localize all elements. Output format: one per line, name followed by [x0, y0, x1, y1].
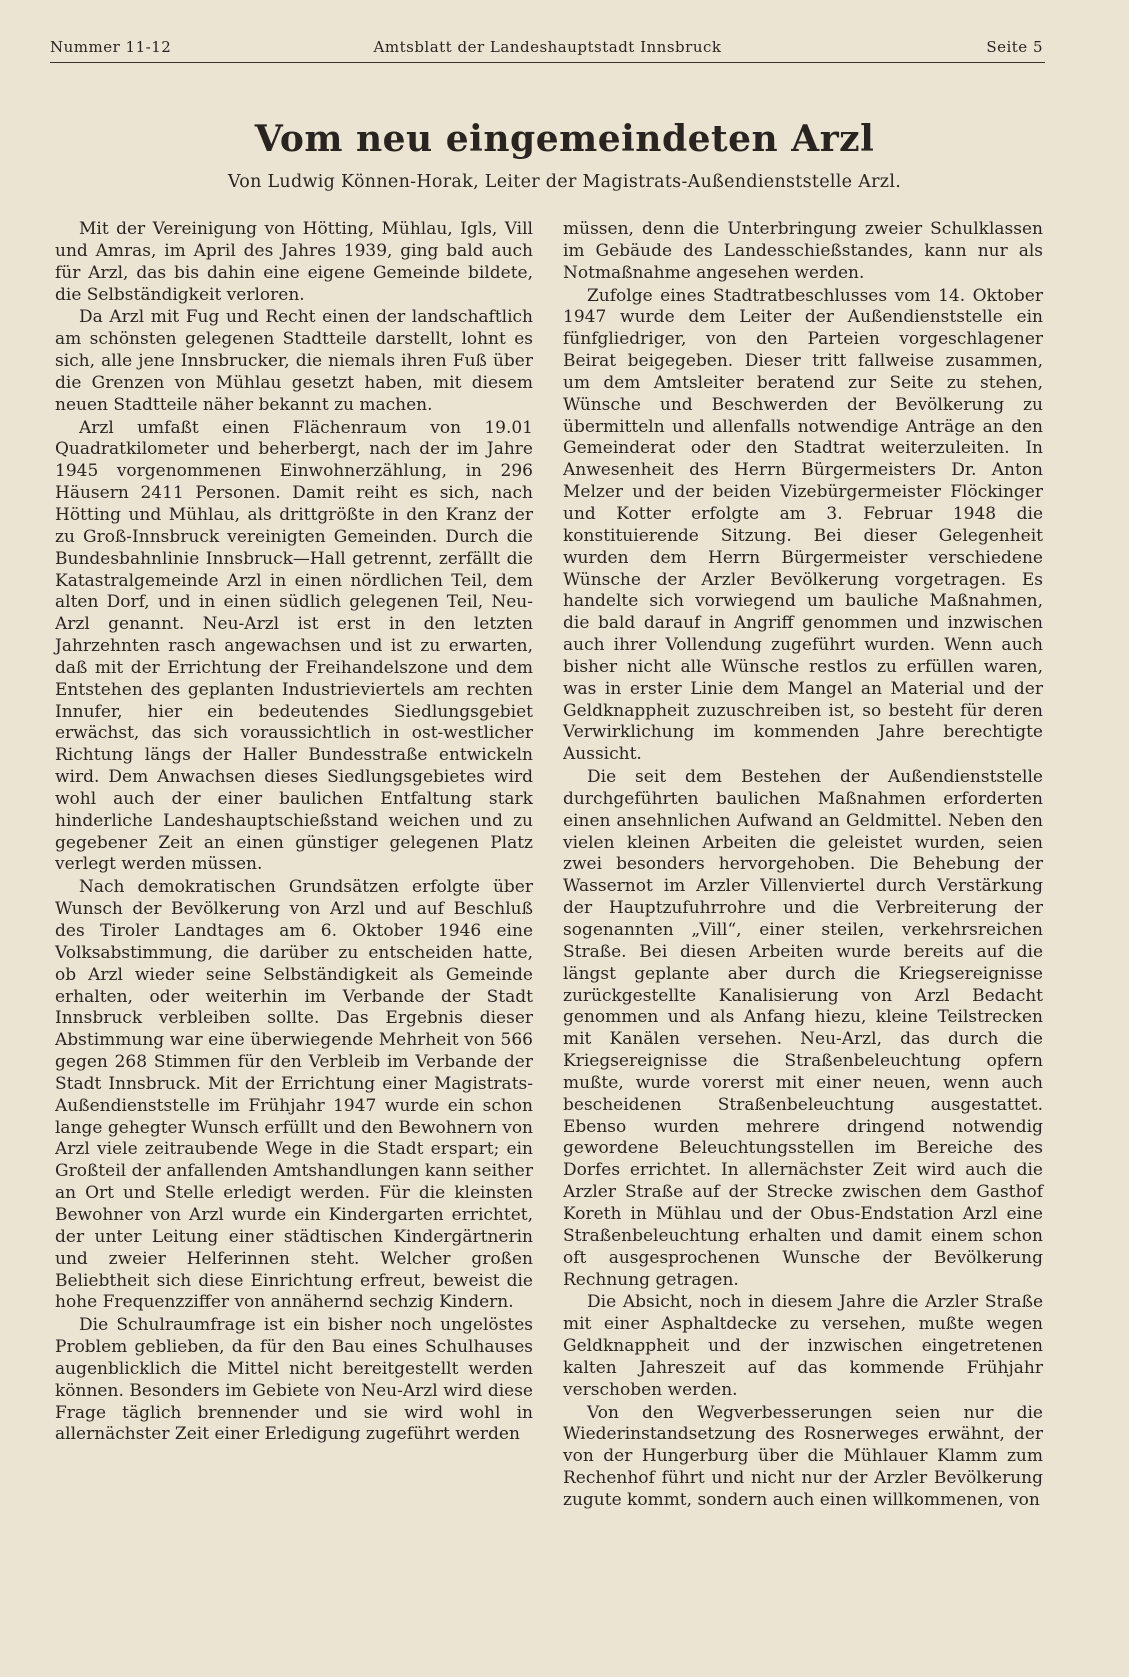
paragraph: Die Absicht, noch in diesem Jahre die Arzler Straße mit einer Asphaltdecke zu versehen, mußte wegen Geldknappheit und der inzwischen eingetretenen kalten Jahreszeit auf das kommende Frühjahr verschoben werden.	[563, 1292, 1043, 1400]
paragraph: Von den Wegverbesserungen seien nur die Wiederinstandsetzung des Rosnerweges erwähnt, der von der Hungerburg über die Mühlauer Klamm zum Rechenhof führt und nicht nur der Arzler Bevölkerung zugute kommt, sondern auch einen willkommenen, von	[563, 1402, 1043, 1510]
page-number: Seite 5	[986, 38, 1043, 56]
left-column	[55, 219, 533, 1447]
page-header	[50, 36, 1045, 63]
article-title: Vom neu eingemeindeten Arzl	[254, 118, 875, 160]
issue-number: Nummer 11-12	[50, 38, 172, 56]
paragraph: Zufolge eines Stadtratbeschlusses vom 14. Oktober 1947 wurde dem Leiter der Außendienststelle ein fünfgliedriger, von den Parteien vorgeschlagener Beirat beigegeben. Dieser tritt fallweise zusammen, um dem Amtsleiter beratend zur Seite zu stehen, Wünsche und Beschwerden der Bevölkerung zu übermitteln und allenfalls notwendige Anträge an den Gemeinderat oder den Stadtrat weiterzuleiten. In Anwesenheit des Herrn Bürgermeisters Dr. Anton Melzer und der beiden Vizebürgermeister Flöckinger und Kotter erfolgte am 3. Februar 1948 die konstituierende Sitzung. Bei dieser Gelegenheit wurden dem Herrn Bürgermeister verschiedene Wünsche der Arzler Bevölkerung vorgetragen. Es handelte sich vorwiegend um bauliche Maßnahmen, die bald darauf in Angriff genommen und inzwischen auch ihrer Vollendung zugeführt wurden. Wenn auch bisher nicht alle Wünsche restlos zu erfüllen waren, was in erster Linie dem Mangel an Material und der Geldknappheit zuzuschreiben ist, so besteht für deren Verwirklichung im kommenden Jahre berechtigte Aussicht.	[563, 285, 1043, 765]
paragraph: Die seit dem Bestehen der Außendienststelle durchgeführten baulichen Maßnahmen erforderten einen ansehnlichen Aufwand an Geldmittel. Neben den vielen kleinen Arbeiten die geleistet wurden, seien zwei besonders hervorgehoben. Die Behebung der Wassernot im Arzler Villenviertel durch Verstärkung der Hauptzufuhrrohre und die Verbreiterung der sogenannten „Vill“, einer steilen, verkehrsreichen Straße. Bei diesen Arbeiten wurde bereits auf die längst geplante aber durch die Kriegsereignisse zurückgestellte Kanalisierung von Arzl Bedacht genommen und als Anfang hiezu, kleine Teilstrecken mit Kanälen versehen. Neu-Arzl, das durch die Kriegsereignisse die Straßenbeleuchtung opfern mußte, wurde vorerst mit einer neuen, wenn auch bescheidenen Straßenbeleuchtung ausgestattet. Ebenso wurden mehrere dringend notwendig gewordene Beleuchtungsstellen im Bereiche des Dorfes errichtet. In allernächster Zeit wird auch die Arzler Straße auf der Strecke zwischen dem Gasthof Koreth in Mühlau und der Obus-Endstation Arzl eine Straßenbeleuchtung erhalten und damit einem schon oft ausgesprochenen Wunsche der Bevölkerung Rechnung getragen.	[563, 767, 1043, 1290]
paragraph: Nach demokratischen Grundsätzen erfolgte über Wunsch der Bevölkerung von Arzl und auf Beschluß des Tiroler Landtages am 6. Oktober 1946 eine Volksabstimmung, die darüber zu entscheiden hatte, ob Arzl wieder seine Selbständigkeit als Gemeinde erhalten, oder weiterhin im Verbande der Stadt Innsbruck verbleiben sollte. Das Ergebnis dieser Abstimmung war eine überwiegende Mehrheit von 566 gegen 268 Stimmen für den Verbleib im Verbande der Stadt Innsbruck. Mit der Errichtung einer Magistrats-Außendienststelle im Frühjahr 1947 wurde ein schon lange gehegter Wunsch erfüllt und den Bewohnern von Arzl viele zeitraubende Wege in die Stadt erspart; ein Großteil der anfallenden Amtshandlungen kann seither an Ort und Stelle erledigt werden. Für die kleinsten Bewohner von Arzl wurde ein Kindergarten errichtet, der unter Leitung einer städtischen Kindergärtnerin und zweier Helferinnen steht. Welcher großen Beliebtheit sich diese Einrichtung erfreut, beweist die hohe Frequenzziffer von annähernd sechzig Kindern.	[55, 877, 533, 1313]
right-column	[563, 219, 1043, 1513]
paragraph: Mit der Vereinigung von Hötting, Mühlau, Igls, Vill und Amras, im April des Jahres 1939, ging bald auch für Arzl, das bis dahin eine eigene Gemeinde bildete, die Selbständigkeit verloren.	[55, 219, 533, 305]
paragraph: müssen, denn die Unterbringung zweier Schulklassen im Gebäude des Landesschießstandes, kann nur als Notmaßnahme angesehen werden.	[563, 219, 1043, 283]
publication-title: Amtsblatt der Landeshauptstadt Innsbruck	[373, 38, 722, 56]
paragraph: Arzl umfaßt einen Flächenraum von 19.01 Quadratkilometer und beherbergt, nach der im Jahre 1945 vorgenommenen Einwohnerzählung, in 296 Häusern 2411 Personen. Damit reiht es sich, nach Hötting und Mühlau, als drittgrößte in den Kranz der zu Groß-Innsbruck vereinigten Gemeinden. Durch die Bundesbahnlinie Innsbruck—Hall getrennt, zerfällt die Katastralgemeinde Arzl in einen nördlichen Teil, dem alten Dorf, und in einen südlich gelegenen Teil, Neu-Arzl genannt. Neu-Arzl ist erst in den letzten Jahrzehnten rasch angewachsen und ist zu erwarten, daß mit der Errichtung der Freihandelszone und dem Entstehen des geplanten Industrieviertels am rechten Innufer, hier ein bedeutendes Siedlungsgebiet erwächst, das sich voraussichtlich in ost-westlicher Richtung längs der Haller Bundesstraße entwickeln wird. Dem Anwachsen dieses Siedlungsgebietes wird wohl auch der einer baulichen Entfaltung stark hinderliche Landeshauptschießstand weichen und zu gegebener Zeit an einen günstiger gelegenen Platz verlegt werden müssen.	[55, 417, 533, 875]
paragraph: Da Arzl mit Fug und Recht einen der landschaftlich am schönsten gelegenen Stadtteile darstellt, lohnt es sich, alle jene Innsbrucker, die niemals ihren Fuß über die Grenzen von Mühlau gesetzt haben, mit diesem neuen Stadtteile näher bekannt zu machen.	[55, 307, 533, 415]
paragraph: Die Schulraumfrage ist ein bisher noch ungelöstes Problem geblieben, da für den Bau eines Schulhauses augenblicklich die Mittel nicht bereitgestellt werden können. Besonders im Gebiete von Neu-Arzl wird diese Frage täglich brennender und sie wird wohl in allernächster Zeit einer Erledigung zugeführt werden	[55, 1315, 533, 1445]
article-byline: Von Ludwig Können-Horak, Leiter der Magistrats-Außendienststelle Arzl.	[227, 172, 902, 192]
